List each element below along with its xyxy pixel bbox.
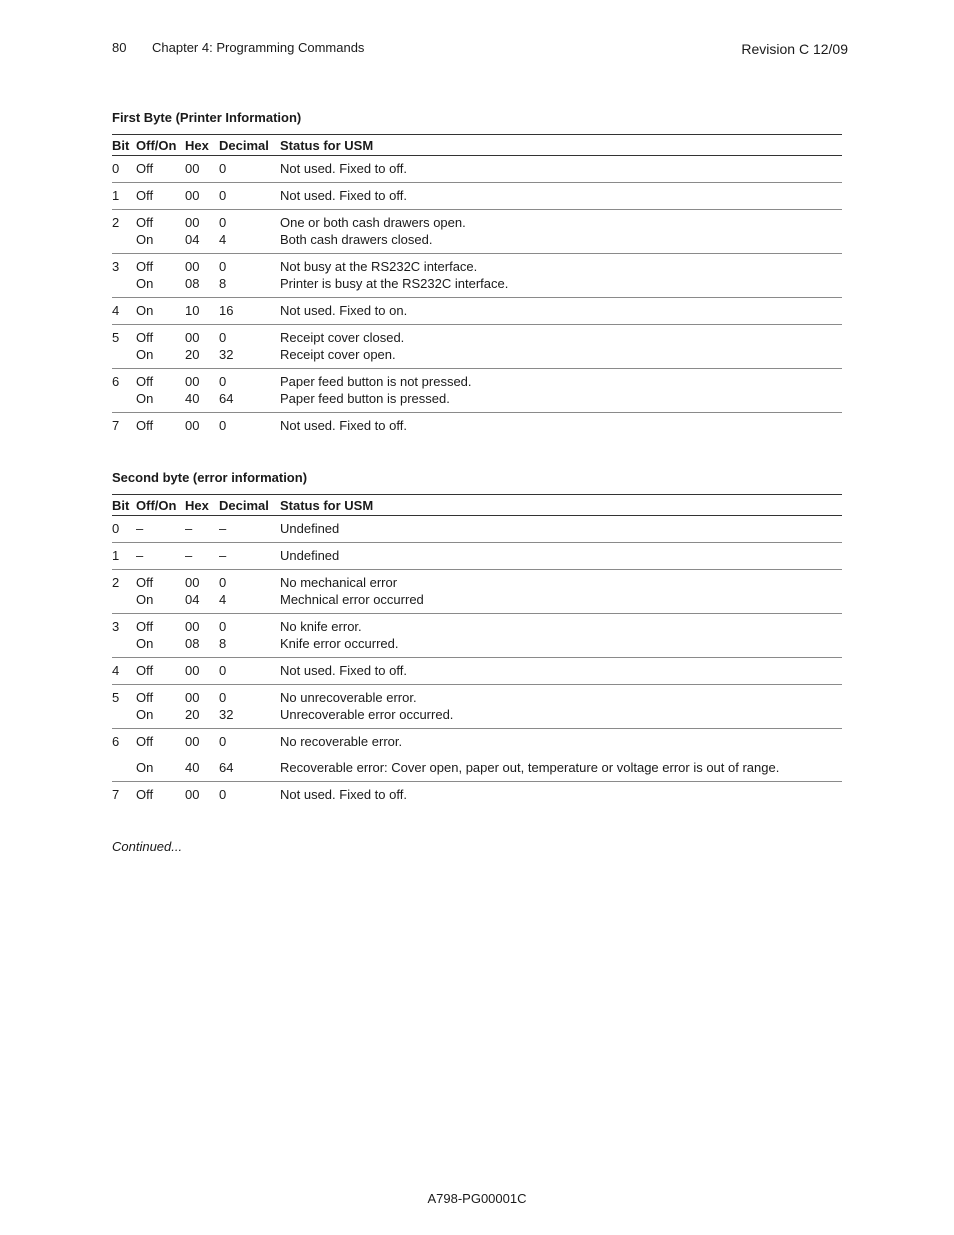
cell-decimal [219,729,280,782]
cell-state [136,570,185,614]
cell-line-decimal: 0 [219,188,227,203]
column-header-state: Off/On [136,135,185,156]
revision-label: Revision C 12/09 [741,41,848,57]
cell-line-decimal: 32 [219,707,234,722]
cell-line-status: Not used. Fixed to off. [280,188,407,203]
bit-number: 2 [112,575,120,590]
cell-line-hex: 00 [185,575,200,590]
cell-line-decimal: 0 [219,259,227,274]
column-header-bit: Bit [112,135,136,156]
cell-line-decimal: 0 [219,330,227,345]
cell-hex [185,543,219,570]
bit-number: 4 [112,663,120,678]
table-row [112,614,842,658]
cell-decimal [219,413,280,440]
first-byte-title: First Byte (Printer Information) [112,110,302,125]
cell-line-status: Receipt cover open. [280,347,396,362]
cell-line-hex: – [185,548,193,563]
cell-decimal [219,614,280,658]
cell-line-state: Off [136,734,154,749]
cell-decimal [219,210,280,254]
cell-hex [185,413,219,440]
cell-line-state: Off [136,619,154,634]
continued-note: Continued... [112,839,183,854]
cell-line-hex: 00 [185,374,200,389]
cell-state [136,782,185,809]
header-row [112,135,842,156]
column-header-decimal: Decimal [219,495,280,516]
cell-line-status: Not used. Fixed to off. [280,787,407,802]
cell-line-state: – [136,548,144,563]
cell-status [280,685,842,729]
bit-number: 1 [112,548,120,563]
cell-line-decimal: 0 [219,374,227,389]
cell-state [136,543,185,570]
cell-status [280,298,842,325]
table-row [112,782,842,809]
cell-line-hex: 40 [185,760,200,775]
cell-line-decimal: 8 [219,276,227,291]
bit-number: 2 [112,215,120,230]
cell-state [136,658,185,685]
cell-status [280,183,842,210]
table-row [112,570,842,614]
cell-bit [112,729,136,782]
cell-line-decimal: 4 [219,232,227,247]
cell-line-state: Off [136,418,154,433]
cell-line-state: Off [136,663,154,678]
table-row [112,413,842,440]
cell-state [136,298,185,325]
bit-number: 3 [112,619,120,634]
cell-line-hex: 00 [185,418,200,433]
cell-line-status: No unrecoverable error. [280,690,417,705]
cell-line-decimal: 0 [219,787,227,802]
cell-line-state: Off [136,374,154,389]
cell-line-status: Printer is busy at the RS232C interface. [280,276,509,291]
cell-line-status: Not used. Fixed to on. [280,303,408,318]
cell-line-decimal: 4 [219,592,227,607]
cell-line-decimal: 0 [219,619,227,634]
cell-line-status: Knife error occurred. [280,636,399,651]
cell-line-status: Paper feed button is pressed. [280,391,450,406]
cell-line-decimal: 0 [219,734,227,749]
cell-hex [185,210,219,254]
cell-bit [112,570,136,614]
cell-line-status: No mechanical error [280,575,398,590]
cell-state [136,685,185,729]
cell-state [136,254,185,298]
cell-line-decimal: 8 [219,636,227,651]
cell-status [280,369,842,413]
cell-hex [185,183,219,210]
cell-line-hex: 20 [185,347,200,362]
bit-number: 0 [112,521,120,536]
cell-status [280,782,842,809]
column-header-hex: Hex [185,495,219,516]
cell-bit [112,658,136,685]
cell-status [280,325,842,369]
bit-number: 1 [112,188,120,203]
cell-line-state: Off [136,787,154,802]
table-row [112,210,842,254]
cell-line-status: Receipt cover closed. [280,330,405,345]
header-row [112,495,842,516]
cell-line-state: On [136,391,154,406]
table-row [112,156,842,183]
cell-line-decimal: 32 [219,347,234,362]
cell-status [280,156,842,183]
table-row [112,254,842,298]
cell-line-state: – [136,521,144,536]
cell-hex [185,516,219,543]
cell-line-state: On [136,303,154,318]
cell-hex [185,685,219,729]
cell-line-decimal: 0 [219,575,227,590]
cell-line-state: On [136,592,154,607]
bit-number: 5 [112,690,120,705]
cell-hex [185,782,219,809]
cell-line-decimal: 0 [219,690,227,705]
cell-bit [112,325,136,369]
cell-state [136,516,185,543]
cell-decimal [219,183,280,210]
cell-hex [185,325,219,369]
bit-number: 0 [112,161,120,176]
cell-decimal [219,298,280,325]
cell-line-state: On [136,347,154,362]
cell-hex [185,298,219,325]
cell-line-hex: 00 [185,215,200,230]
cell-state [136,369,185,413]
bit-number: 5 [112,330,120,345]
cell-line-hex: 00 [185,161,200,176]
cell-line-hex: 20 [185,707,200,722]
cell-status [280,729,842,782]
first-byte-table [112,134,842,439]
column-header-bit: Bit [112,495,136,516]
cell-line-status: Both cash drawers closed. [280,232,433,247]
cell-line-hex: 08 [185,636,200,651]
table-row [112,729,842,782]
column-header-status: Status for USM [280,135,842,156]
table-row [112,325,842,369]
cell-line-hex: 00 [185,619,200,634]
cell-line-hex: 04 [185,592,200,607]
cell-line-hex: 10 [185,303,200,318]
cell-line-state: On [136,232,154,247]
table-row [112,685,842,729]
cell-hex [185,254,219,298]
cell-line-hex: 00 [185,787,200,802]
cell-status [280,210,842,254]
cell-line-status: Recoverable error: Cover open, paper out, temperature or voltage error is out of range. [280,760,780,775]
table-row [112,183,842,210]
cell-line-decimal: 64 [219,760,234,775]
cell-status [280,413,842,440]
cell-line-status: Not used. Fixed to off. [280,663,407,678]
cell-line-decimal: 0 [219,215,227,230]
cell-line-hex: 04 [185,232,200,247]
cell-line-hex: 00 [185,259,200,274]
cell-line-state: Off [136,330,154,345]
cell-line-hex: 08 [185,276,200,291]
bit-number: 7 [112,787,120,802]
cell-status [280,254,842,298]
cell-status [280,658,842,685]
cell-bit [112,543,136,570]
cell-bit [112,254,136,298]
column-header-status: Status for USM [280,495,842,516]
cell-decimal [219,782,280,809]
cell-line-state: Off [136,575,154,590]
document-number: A798-PG00001C [427,1191,527,1206]
cell-bit [112,210,136,254]
cell-line-status: Unrecoverable error occurred. [280,707,454,722]
cell-line-hex: 00 [185,663,200,678]
cell-decimal [219,369,280,413]
bit-number: 3 [112,259,120,274]
bit-number: 6 [112,374,120,389]
cell-line-status: Mechnical error occurred [280,592,424,607]
page-number: 80 [112,40,127,55]
cell-hex [185,156,219,183]
cell-decimal [219,516,280,543]
cell-bit [112,298,136,325]
column-header-state: Off/On [136,495,185,516]
cell-line-state: Off [136,690,154,705]
cell-line-status: No knife error. [280,619,362,634]
cell-state [136,183,185,210]
cell-line-decimal: 64 [219,391,234,406]
bit-number: 7 [112,418,120,433]
cell-line-state: Off [136,259,154,274]
cell-line-hex: – [185,521,193,536]
cell-hex [185,658,219,685]
cell-line-status: Undefined [280,548,340,563]
table-row [112,298,842,325]
cell-line-status: Undefined [280,521,340,536]
cell-decimal [219,685,280,729]
cell-hex [185,369,219,413]
cell-bit [112,183,136,210]
cell-line-state: Off [136,161,154,176]
cell-line-decimal: 0 [219,161,227,176]
cell-bit [112,156,136,183]
cell-line-decimal: – [219,548,227,563]
column-header-hex: Hex [185,135,219,156]
bit-number: 6 [112,734,120,749]
cell-line-status: Paper feed button is not pressed. [280,374,472,389]
table-row [112,543,842,570]
cell-line-status: No recoverable error. [280,734,403,749]
column-header-decimal: Decimal [219,135,280,156]
cell-decimal [219,254,280,298]
cell-status [280,614,842,658]
cell-line-status: One or both cash drawers open. [280,215,466,230]
line-spacer [136,750,185,759]
cell-line-state: On [136,760,154,775]
cell-state [136,210,185,254]
cell-line-state: Off [136,188,154,203]
cell-line-hex: 00 [185,690,200,705]
cell-line-state: On [136,276,154,291]
cell-state [136,325,185,369]
line-spacer [185,750,219,759]
line-spacer [219,750,280,759]
cell-line-decimal: 16 [219,303,234,318]
cell-bit [112,685,136,729]
cell-line-status: Not used. Fixed to off. [280,418,407,433]
cell-decimal [219,543,280,570]
cell-decimal [219,156,280,183]
cell-line-state: On [136,636,154,651]
cell-bit [112,369,136,413]
cell-decimal [219,325,280,369]
chapter-title: Chapter 4: Programming Commands [152,40,365,55]
cell-bit [112,782,136,809]
cell-line-state: Off [136,215,154,230]
line-spacer [280,750,842,759]
cell-line-hex: 40 [185,391,200,406]
cell-line-state: On [136,707,154,722]
cell-line-status: Not busy at the RS232C interface. [280,259,478,274]
cell-hex [185,729,219,782]
cell-bit [112,614,136,658]
table-row [112,516,842,543]
cell-state [136,729,185,782]
cell-status [280,570,842,614]
table-row [112,658,842,685]
cell-state [136,156,185,183]
cell-line-hex: 00 [185,188,200,203]
cell-status [280,543,842,570]
cell-line-hex: 00 [185,330,200,345]
cell-line-status: Not used. Fixed to off. [280,161,407,176]
cell-hex [185,570,219,614]
cell-decimal [219,570,280,614]
cell-line-decimal: – [219,521,227,536]
cell-status [280,516,842,543]
second-byte-table [112,494,842,808]
bit-number: 4 [112,303,120,318]
cell-state [136,614,185,658]
cell-bit [112,516,136,543]
table-row [112,369,842,413]
second-byte-title: Second byte (error information) [112,470,308,485]
cell-line-decimal: 0 [219,418,227,433]
cell-state [136,413,185,440]
cell-line-decimal: 0 [219,663,227,678]
cell-line-hex: 00 [185,734,200,749]
cell-decimal [219,658,280,685]
cell-bit [112,413,136,440]
cell-hex [185,614,219,658]
